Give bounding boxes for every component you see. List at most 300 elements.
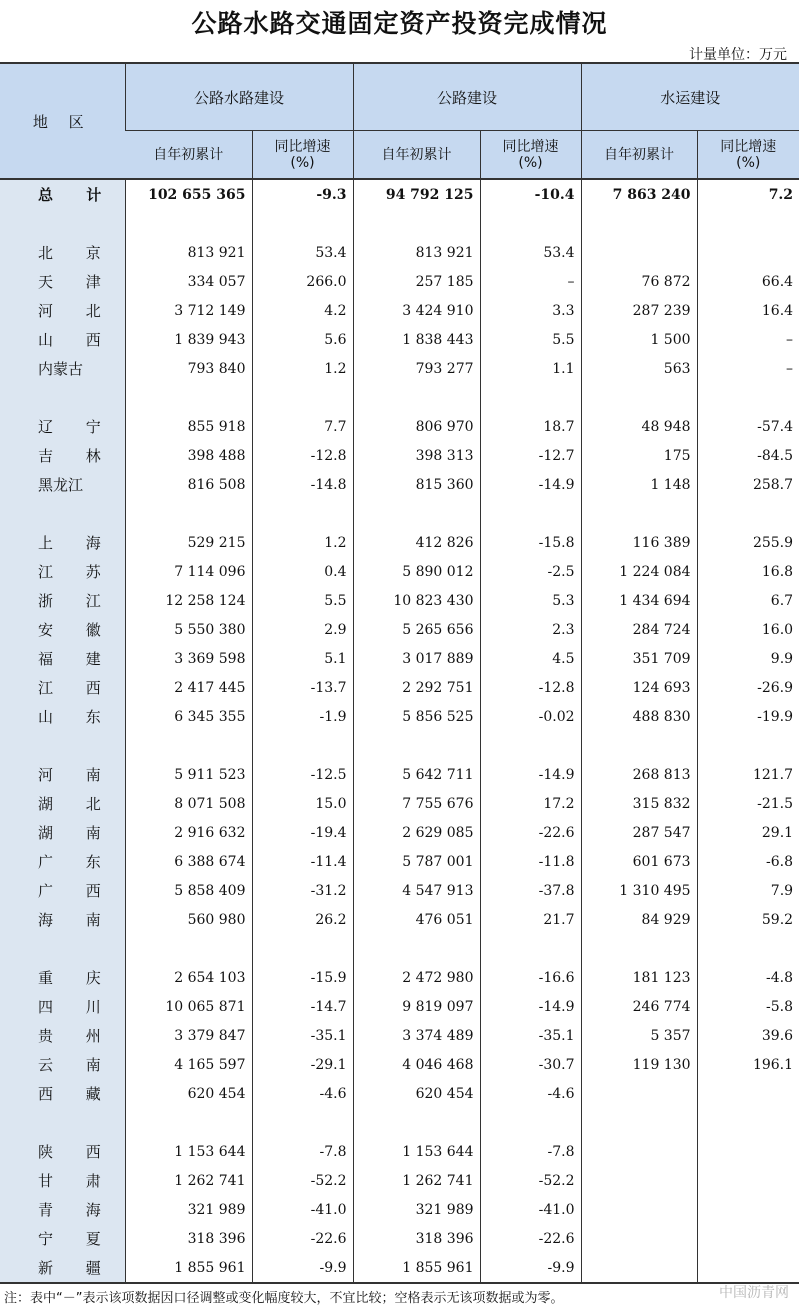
region-cell: 内蒙古	[0, 354, 125, 383]
value-cell	[581, 1079, 697, 1108]
value-cell: 266.0	[252, 267, 353, 296]
value-cell: 2 417 445	[125, 673, 252, 702]
value-cell: 53.4	[480, 238, 581, 267]
region-cell: 江 西	[0, 673, 125, 702]
value-cell: 855 918	[125, 412, 252, 441]
table-row	[0, 876, 799, 905]
unit-label: 计量单位：万元	[689, 47, 787, 63]
region-cell	[0, 934, 125, 963]
value-cell	[353, 731, 480, 760]
value-cell: -57.4	[697, 412, 799, 441]
value-cell: 321 989	[353, 1195, 480, 1224]
value-cell: 2 292 751	[353, 673, 480, 702]
value-cell: 1 839 943	[125, 325, 252, 354]
value-cell	[252, 209, 353, 238]
value-cell: 7 863 240	[581, 179, 697, 209]
region-cell	[0, 209, 125, 238]
value-cell	[697, 209, 799, 238]
value-cell	[125, 383, 252, 412]
value-cell	[125, 731, 252, 760]
value-cell: 2 916 632	[125, 818, 252, 847]
value-cell: -52.2	[252, 1166, 353, 1195]
region-cell	[0, 1108, 125, 1137]
value-cell: –	[697, 354, 799, 383]
value-cell: 284 724	[581, 615, 697, 644]
value-cell: -4.6	[252, 1079, 353, 1108]
value-cell: –	[697, 325, 799, 354]
value-cell: -12.8	[480, 673, 581, 702]
group-header-waterway: 水运建设	[581, 63, 799, 131]
region-cell	[0, 499, 125, 528]
value-cell	[581, 731, 697, 760]
table-row	[0, 1050, 799, 1079]
value-cell: -52.2	[480, 1166, 581, 1195]
table-row	[0, 383, 799, 412]
region-cell: 江 苏	[0, 557, 125, 586]
table-row	[0, 441, 799, 470]
region-cell: 湖 北	[0, 789, 125, 818]
region-cell: 河 南	[0, 760, 125, 789]
value-cell: -21.5	[697, 789, 799, 818]
value-cell: 806 970	[353, 412, 480, 441]
value-cell	[697, 499, 799, 528]
region-cell: 宁 夏	[0, 1224, 125, 1253]
value-cell	[581, 1195, 697, 1224]
value-cell: -10.4	[480, 179, 581, 209]
col-header-cumulative: 自年初累计	[353, 131, 480, 180]
region-cell: 海 南	[0, 905, 125, 934]
value-cell: -15.9	[252, 963, 353, 992]
table-row	[0, 296, 799, 325]
value-cell: 488 830	[581, 702, 697, 731]
region-header: 地 区	[0, 63, 125, 179]
value-cell: -16.6	[480, 963, 581, 992]
value-cell: 59.2	[697, 905, 799, 934]
table-row	[0, 1253, 799, 1283]
value-cell: -37.8	[480, 876, 581, 905]
value-cell: 48 948	[581, 412, 697, 441]
table-row	[0, 702, 799, 731]
value-cell: 4.5	[480, 644, 581, 673]
value-cell: 5 265 656	[353, 615, 480, 644]
value-cell	[353, 499, 480, 528]
value-cell: 398 488	[125, 441, 252, 470]
table-row	[0, 905, 799, 934]
table-row	[0, 1137, 799, 1166]
table-row	[0, 1224, 799, 1253]
value-cell: 2.9	[252, 615, 353, 644]
region-cell: 山 东	[0, 702, 125, 731]
col-header-yoy: 同比增速 (%)	[480, 131, 581, 180]
value-cell: 119 130	[581, 1050, 697, 1079]
group-header-total: 公路水路建设	[125, 63, 353, 131]
region-cell: 重 庆	[0, 963, 125, 992]
value-cell: 39.6	[697, 1021, 799, 1050]
value-cell: -19.4	[252, 818, 353, 847]
value-cell	[697, 934, 799, 963]
value-cell: 21.7	[480, 905, 581, 934]
value-cell	[353, 209, 480, 238]
value-cell: 318 396	[125, 1224, 252, 1253]
value-cell: 5 550 380	[125, 615, 252, 644]
value-cell: -22.6	[480, 1224, 581, 1253]
region-cell: 甘 肃	[0, 1166, 125, 1195]
value-cell: 5.5	[252, 586, 353, 615]
value-cell: 16.0	[697, 615, 799, 644]
value-cell: -29.1	[252, 1050, 353, 1079]
region-cell: 贵 州	[0, 1021, 125, 1050]
region-cell: 新 疆	[0, 1253, 125, 1283]
value-cell: 6 388 674	[125, 847, 252, 876]
value-cell: 321 989	[125, 1195, 252, 1224]
value-cell	[252, 1108, 353, 1137]
region-cell: 陕 西	[0, 1137, 125, 1166]
value-cell: -26.9	[697, 673, 799, 702]
region-cell: 湖 南	[0, 818, 125, 847]
table-row	[0, 209, 799, 238]
table-row	[0, 673, 799, 702]
table-row	[0, 586, 799, 615]
value-cell: 1 153 644	[125, 1137, 252, 1166]
value-cell	[353, 934, 480, 963]
region-cell: 浙 江	[0, 586, 125, 615]
value-cell: 601 673	[581, 847, 697, 876]
value-cell: -14.7	[252, 992, 353, 1021]
value-cell	[252, 383, 353, 412]
group-header-highway: 公路建设	[353, 63, 581, 131]
value-cell: 181 123	[581, 963, 697, 992]
table-body	[0, 179, 799, 1283]
value-cell	[125, 499, 252, 528]
region-cell: 广 东	[0, 847, 125, 876]
region-cell: 四 川	[0, 992, 125, 1021]
value-cell: -12.7	[480, 441, 581, 470]
value-cell: 8 071 508	[125, 789, 252, 818]
value-cell: 257 185	[353, 267, 480, 296]
footnote: 注：表中“－”表示该项数据因口径调整或变化幅度较大，不宜比较；空格表示无该项数据或为零。	[4, 1291, 564, 1306]
value-cell: 1 855 961	[353, 1253, 480, 1283]
region-cell: 青 海	[0, 1195, 125, 1224]
value-cell: 5.3	[480, 586, 581, 615]
value-cell: 287 239	[581, 296, 697, 325]
value-cell: 3 379 847	[125, 1021, 252, 1050]
value-cell	[697, 383, 799, 412]
value-cell: 29.1	[697, 818, 799, 847]
value-cell: 16.8	[697, 557, 799, 586]
table-row	[0, 1079, 799, 1108]
value-cell: -5.8	[697, 992, 799, 1021]
value-cell: 7.2	[697, 179, 799, 209]
col-header-cumulative: 自年初累计	[581, 131, 697, 180]
value-cell: 18.7	[480, 412, 581, 441]
value-cell	[125, 209, 252, 238]
value-cell: 1 838 443	[353, 325, 480, 354]
region-cell	[0, 731, 125, 760]
value-cell: 5 890 012	[353, 557, 480, 586]
value-cell: 3 374 489	[353, 1021, 480, 1050]
table-row	[0, 1166, 799, 1195]
value-cell: -31.2	[252, 876, 353, 905]
value-cell: 255.9	[697, 528, 799, 557]
table-row	[0, 1195, 799, 1224]
region-cell: 总 计	[0, 179, 125, 209]
region-cell: 广 西	[0, 876, 125, 905]
table-row	[0, 992, 799, 1021]
value-cell	[252, 499, 353, 528]
value-cell: 246 774	[581, 992, 697, 1021]
value-cell: -9.3	[252, 179, 353, 209]
value-cell: 76 872	[581, 267, 697, 296]
value-cell: 1 855 961	[125, 1253, 252, 1283]
table-row	[0, 179, 799, 209]
region-cell: 安 徽	[0, 615, 125, 644]
value-cell: 563	[581, 354, 697, 383]
value-cell: 124 693	[581, 673, 697, 702]
value-cell: -35.1	[252, 1021, 353, 1050]
region-cell: 北 京	[0, 238, 125, 267]
value-cell	[125, 934, 252, 963]
value-cell	[353, 383, 480, 412]
value-cell	[697, 1108, 799, 1137]
value-cell: 102 655 365	[125, 179, 252, 209]
value-cell	[581, 1253, 697, 1283]
value-cell: 196.1	[697, 1050, 799, 1079]
value-cell	[697, 238, 799, 267]
value-cell: -4.6	[480, 1079, 581, 1108]
value-cell: -7.8	[480, 1137, 581, 1166]
value-cell: -14.9	[480, 760, 581, 789]
value-cell: 793 840	[125, 354, 252, 383]
value-cell	[252, 934, 353, 963]
value-cell: 5 856 525	[353, 702, 480, 731]
value-cell: 53.4	[252, 238, 353, 267]
value-cell: -14.8	[252, 470, 353, 499]
region-cell: 云 南	[0, 1050, 125, 1079]
table-row	[0, 1108, 799, 1137]
table-row	[0, 934, 799, 963]
value-cell: 7.7	[252, 412, 353, 441]
value-cell: 5.6	[252, 325, 353, 354]
value-cell: 287 547	[581, 818, 697, 847]
region-cell: 上 海	[0, 528, 125, 557]
value-cell: -35.1	[480, 1021, 581, 1050]
value-cell	[697, 1253, 799, 1283]
table-row	[0, 325, 799, 354]
value-cell: 7 114 096	[125, 557, 252, 586]
value-cell: 1 153 644	[353, 1137, 480, 1166]
value-cell: 1.1	[480, 354, 581, 383]
value-cell: 7.9	[697, 876, 799, 905]
value-cell: 4.2	[252, 296, 353, 325]
value-cell: 10 065 871	[125, 992, 252, 1021]
table-row	[0, 267, 799, 296]
value-cell: 315 832	[581, 789, 697, 818]
value-cell	[480, 1108, 581, 1137]
value-cell: 815 360	[353, 470, 480, 499]
value-cell: 1 434 694	[581, 586, 697, 615]
value-cell: 15.0	[252, 789, 353, 818]
value-cell: -19.9	[697, 702, 799, 731]
value-cell: 3.3	[480, 296, 581, 325]
value-cell: 1 262 741	[125, 1166, 252, 1195]
value-cell: 84 929	[581, 905, 697, 934]
value-cell: 351 709	[581, 644, 697, 673]
value-cell: 12 258 124	[125, 586, 252, 615]
value-cell	[697, 1137, 799, 1166]
region-cell: 福 建	[0, 644, 125, 673]
value-cell: 16.4	[697, 296, 799, 325]
value-cell: 2 472 980	[353, 963, 480, 992]
value-cell: 1.2	[252, 354, 353, 383]
region-cell: 天 津	[0, 267, 125, 296]
value-cell: -12.8	[252, 441, 353, 470]
region-cell: 河 北	[0, 296, 125, 325]
value-cell: -1.9	[252, 702, 353, 731]
value-cell	[480, 499, 581, 528]
value-cell: -12.5	[252, 760, 353, 789]
value-cell: 412 826	[353, 528, 480, 557]
region-cell: 黑龙江	[0, 470, 125, 499]
value-cell: 6.7	[697, 586, 799, 615]
value-cell	[252, 731, 353, 760]
value-cell	[480, 934, 581, 963]
value-cell: 793 277	[353, 354, 480, 383]
value-cell: 816 508	[125, 470, 252, 499]
table-row	[0, 818, 799, 847]
value-cell: 476 051	[353, 905, 480, 934]
table-row	[0, 499, 799, 528]
value-cell: -30.7	[480, 1050, 581, 1079]
value-cell: 1 500	[581, 325, 697, 354]
table-row	[0, 963, 799, 992]
value-cell	[125, 1108, 252, 1137]
value-cell: -7.8	[252, 1137, 353, 1166]
value-cell: 5 357	[581, 1021, 697, 1050]
value-cell: 2.3	[480, 615, 581, 644]
value-cell	[697, 731, 799, 760]
value-cell	[581, 238, 697, 267]
value-cell: 318 396	[353, 1224, 480, 1253]
table-row	[0, 615, 799, 644]
value-cell: -11.4	[252, 847, 353, 876]
region-cell: 吉 林	[0, 441, 125, 470]
value-cell: 5 911 523	[125, 760, 252, 789]
value-cell: 5.1	[252, 644, 353, 673]
value-cell: 5.5	[480, 325, 581, 354]
value-cell: -15.8	[480, 528, 581, 557]
table-row	[0, 789, 799, 818]
table-row	[0, 354, 799, 383]
value-cell: -9.9	[252, 1253, 353, 1283]
col-header-yoy: 同比增速 (%)	[697, 131, 799, 180]
investment-table	[0, 62, 799, 1284]
value-cell: 5 642 711	[353, 760, 480, 789]
value-cell: 5 787 001	[353, 847, 480, 876]
value-cell: 9.9	[697, 644, 799, 673]
value-cell: -14.9	[480, 992, 581, 1021]
value-cell	[480, 209, 581, 238]
value-cell: 258.7	[697, 470, 799, 499]
value-cell: 2 629 085	[353, 818, 480, 847]
value-cell	[581, 209, 697, 238]
value-cell	[581, 499, 697, 528]
value-cell	[581, 1224, 697, 1253]
value-cell: 5 858 409	[125, 876, 252, 905]
region-cell: 西 藏	[0, 1079, 125, 1108]
region-cell: 山 西	[0, 325, 125, 354]
value-cell: 398 313	[353, 441, 480, 470]
value-cell: -13.7	[252, 673, 353, 702]
value-cell: 620 454	[125, 1079, 252, 1108]
value-cell: -2.5	[480, 557, 581, 586]
value-cell: 3 712 149	[125, 296, 252, 325]
value-cell: -0.02	[480, 702, 581, 731]
table-row	[0, 1021, 799, 1050]
value-cell	[697, 1224, 799, 1253]
table-row	[0, 528, 799, 557]
value-cell: 620 454	[353, 1079, 480, 1108]
table-row	[0, 470, 799, 499]
value-cell: -4.8	[697, 963, 799, 992]
page-title: 公路水路交通固定资产投资完成情况	[191, 9, 608, 38]
value-cell: -14.9	[480, 470, 581, 499]
table-row	[0, 731, 799, 760]
value-cell: 94 792 125	[353, 179, 480, 209]
value-cell: 334 057	[125, 267, 252, 296]
value-cell: –	[480, 267, 581, 296]
value-cell: 268 813	[581, 760, 697, 789]
table-row	[0, 238, 799, 267]
value-cell	[480, 383, 581, 412]
value-cell: 2 654 103	[125, 963, 252, 992]
value-cell	[697, 1079, 799, 1108]
table-row	[0, 557, 799, 586]
value-cell	[581, 934, 697, 963]
value-cell: -9.9	[480, 1253, 581, 1283]
value-cell: 1.2	[252, 528, 353, 557]
region-cell	[0, 383, 125, 412]
value-cell: 3 424 910	[353, 296, 480, 325]
value-cell: 116 389	[581, 528, 697, 557]
value-cell: 66.4	[697, 267, 799, 296]
value-cell: -11.8	[480, 847, 581, 876]
value-cell: 560 980	[125, 905, 252, 934]
value-cell	[697, 1195, 799, 1224]
value-cell: 9 819 097	[353, 992, 480, 1021]
value-cell	[697, 1166, 799, 1195]
value-cell: 26.2	[252, 905, 353, 934]
value-cell: 0.4	[252, 557, 353, 586]
value-cell: 4 547 913	[353, 876, 480, 905]
table-row	[0, 412, 799, 441]
value-cell: -41.0	[480, 1195, 581, 1224]
col-header-yoy: 同比增速 (%)	[252, 131, 353, 180]
value-cell: 1 262 741	[353, 1166, 480, 1195]
value-cell: 813 921	[353, 238, 480, 267]
value-cell: 529 215	[125, 528, 252, 557]
value-cell: 17.2	[480, 789, 581, 818]
value-cell	[581, 383, 697, 412]
table-row	[0, 644, 799, 673]
table-row	[0, 760, 799, 789]
value-cell: 813 921	[125, 238, 252, 267]
value-cell: 7 755 676	[353, 789, 480, 818]
value-cell	[581, 1166, 697, 1195]
value-cell: 121.7	[697, 760, 799, 789]
region-cell: 辽 宁	[0, 412, 125, 441]
value-cell: 1 148	[581, 470, 697, 499]
table-row	[0, 847, 799, 876]
